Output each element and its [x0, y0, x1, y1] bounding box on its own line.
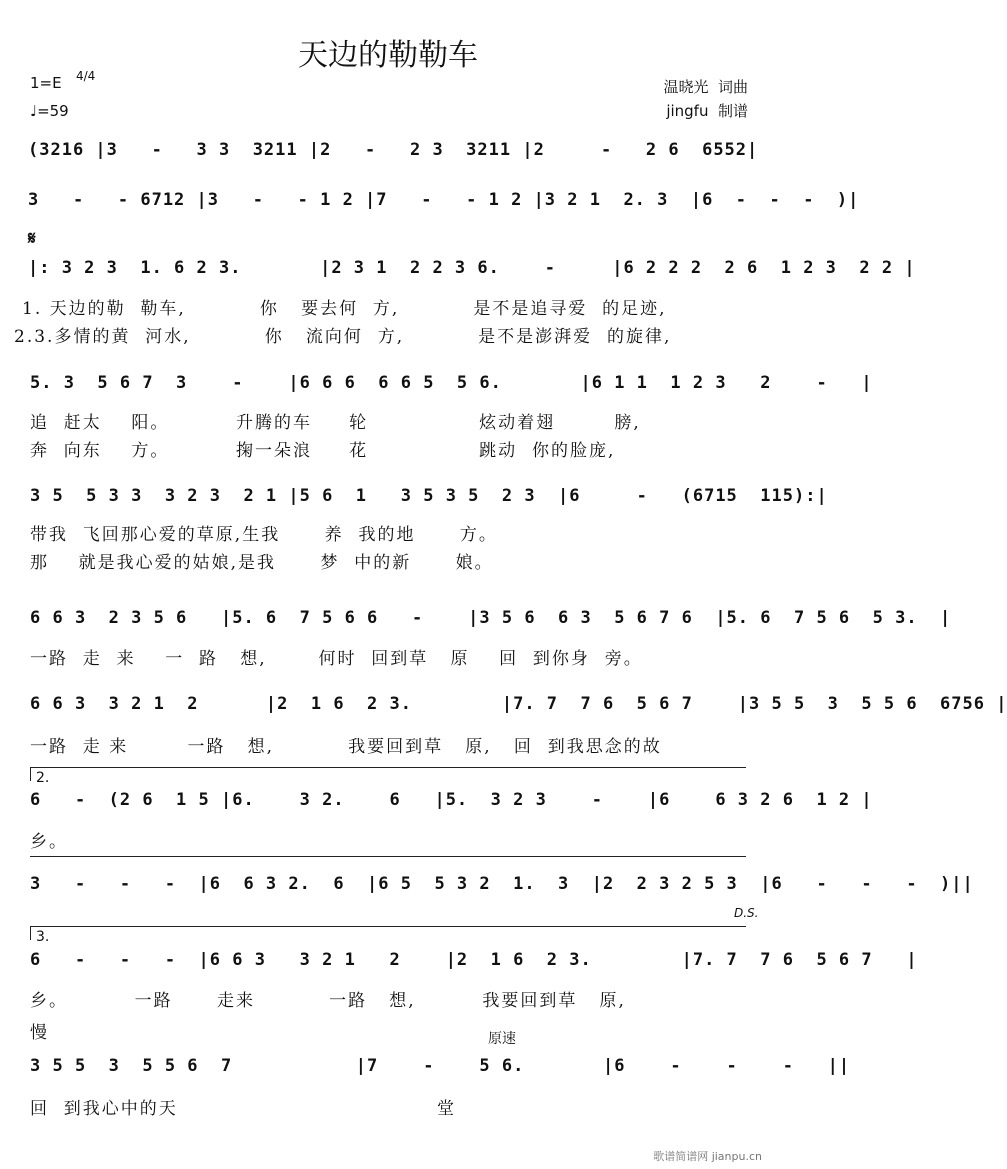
verse-lyrics-2b: 奔 向东 方。 掬一朵浪 花 跳动 你的脸庞,	[30, 441, 616, 461]
verse-notes-3: 3 5 5 3 3 3 2 3 2 1 |5 6 1 3 5 3 5 2 3 |6 - (6715 115):|	[30, 486, 828, 506]
ending-number-3: 3.	[36, 929, 50, 945]
chorus-lyrics-3: 乡。	[30, 832, 68, 852]
chorus-lyrics-1: 一路 走 来 一 路 想, 何时 回到草 原 回 到你身 旁。	[30, 649, 643, 669]
tempo-marking: ♩=59	[30, 102, 69, 120]
separator-line	[30, 856, 746, 857]
chorus-notes-2: 6 6 3 3 2 1 2 |2 1 6 2 3. |7. 7 7 6 5 6 7 |3 5 5 3 5 5 6 6756 |	[30, 694, 1007, 714]
chorus-lyrics-6: 回 到我心中的天 堂	[30, 1099, 456, 1119]
page-title: 天边的勒勒车	[298, 38, 478, 73]
chorus-notes-5: 6 - - - |6 6 3 3 2 1 2 |2 1 6 2 3. |7. 7 7 6 5 6 7 |	[30, 950, 918, 970]
verse-lyrics-3b: 那 就是我心爱的姑娘,是我 梦 中的新 娘。	[30, 553, 494, 573]
ending-bracket-3-hook	[30, 926, 31, 940]
time-signature: 4/4	[76, 69, 96, 83]
lyricist-composer: 温晓光 词曲	[663, 78, 748, 96]
key-signature: 1=E	[30, 74, 62, 92]
verse-notes-1: |: 3 2 3 1. 6 2 3. |2 3 1 2 2 3 6. - |6 2 2 2 2 6 1 2 3 2 2 |	[28, 258, 916, 278]
verse-lyrics-1b: 2.3.多情的黄 河水, 你 流向何 方, 是不是澎湃爱 的旋律,	[14, 327, 672, 347]
chorus-notes-4: 3 - - - |6 6 3 2. 6 |6 5 5 3 2 1. 3 |2 2 3 2 5 3 |6 - - - )||	[30, 874, 974, 894]
chorus-notes-3: 6 - (2 6 1 5 |6. 3 2. 6 |5. 3 2 3 - |6 6 3 2 6 1 2 |	[30, 790, 873, 810]
chorus-notes-6: 3 5 5 3 5 5 6 7 |7 - 5 6. |6 - - - ||	[30, 1056, 851, 1076]
tempo-slow-marking: 慢	[30, 1023, 49, 1043]
segno-sign: 𝄋	[28, 228, 37, 249]
verse-lyrics-1a: 1. 天边的勒 勒车, 你 要去何 方, 是不是追寻爱 的足迹,	[22, 299, 667, 319]
verse-notes-2: 5. 3 5 6 7 3 - |6 6 6 6 6 5 5 6. |6 1 1 1 2 3 2 - |	[30, 373, 873, 393]
verse-lyrics-2a: 追 赶太 阳。 升腾的车 轮 炫动着翅 膀,	[30, 413, 641, 433]
dal-segno-marking: D.S.	[734, 906, 759, 920]
ending-bracket-2	[30, 767, 746, 768]
intro-line-2: 3 - - 6712 |3 - - 1 2 |7 - - 1 2 |3 2 1 2. 3 |6 - - - )|	[28, 190, 860, 210]
chorus-lyrics-2: 一路 走 来 一路 想, 我要回到草 原, 回 到我思念的故	[30, 737, 662, 757]
ending-bracket-3	[30, 926, 746, 927]
chorus-notes-1: 6 6 3 2 3 5 6 |5. 6 7 5 6 6 - |3 5 6 6 3 5 6 7 6 |5. 6 7 5 6 5 3. |	[30, 608, 952, 628]
intro-line-1: (3216 |3 - 3 3 3211 |2 - 2 3 3211 |2 - 2 6 6552|	[28, 140, 759, 160]
site-watermark: 歌谱简谱网 jianpu.cn	[653, 1150, 762, 1163]
verse-lyrics-3a: 带我 飞回那心爱的草原,生我 养 我的地 方。	[30, 525, 498, 545]
a-tempo-marking: 原速	[488, 1031, 516, 1047]
ending-bracket-2-hook	[30, 767, 31, 781]
chorus-lyrics-5: 乡。 一路 走来 一路 想, 我要回到草 原,	[30, 991, 626, 1011]
ending-number-2: 2.	[36, 770, 50, 786]
transcriber: jingfu 制谱	[666, 102, 748, 120]
